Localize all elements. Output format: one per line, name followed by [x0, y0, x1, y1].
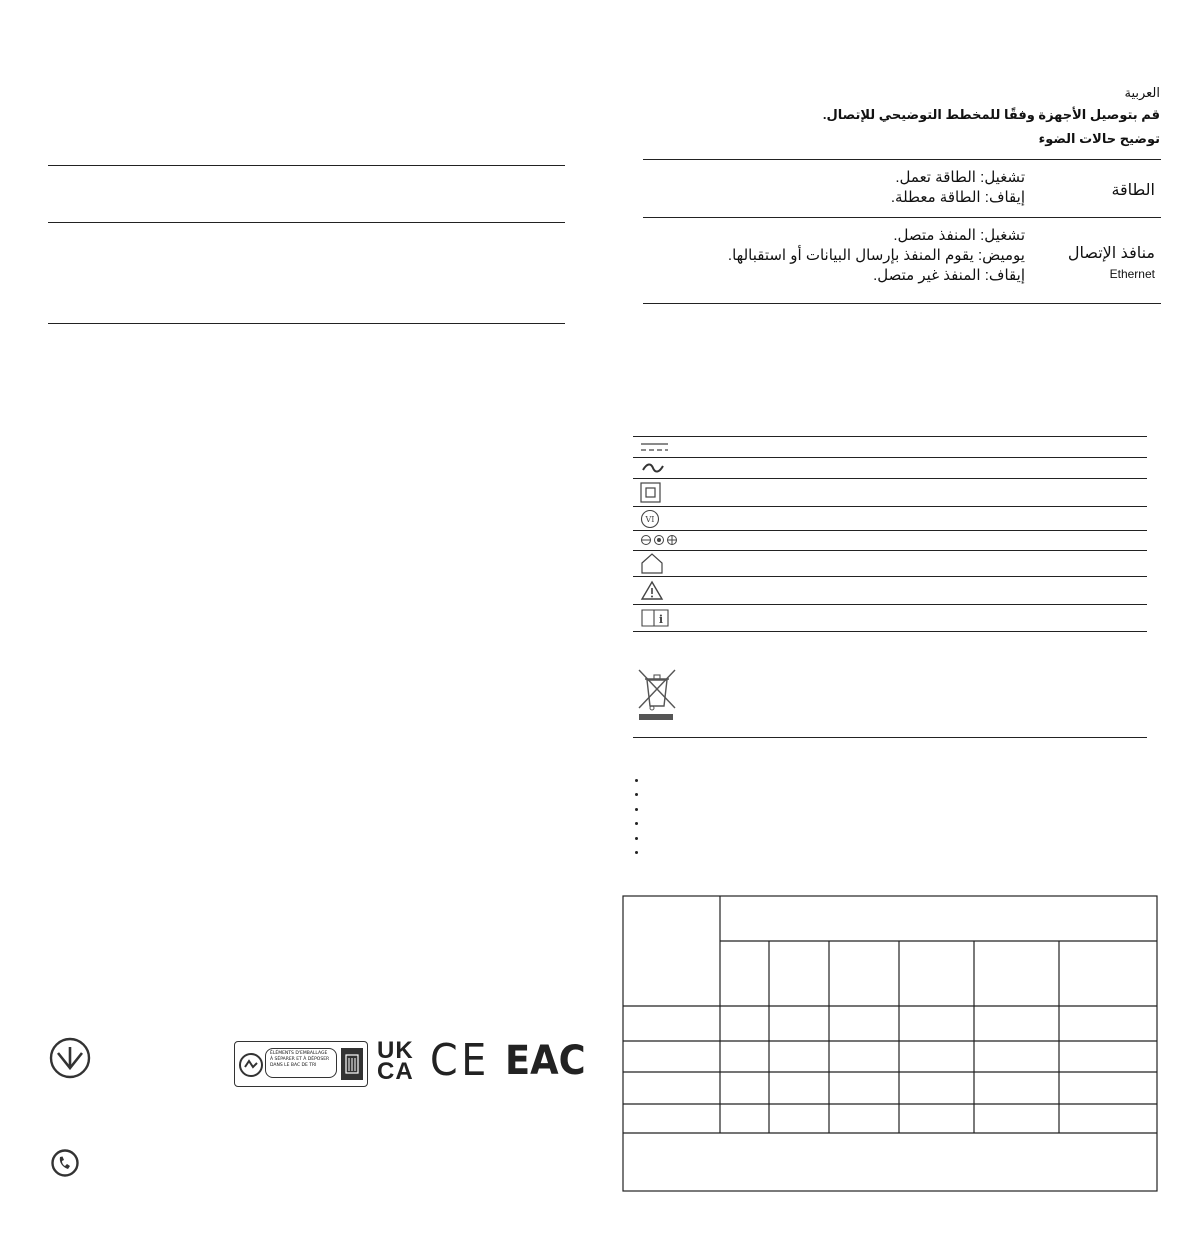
eac-mark: EAC — [505, 1038, 586, 1084]
triman-text-box — [265, 1048, 337, 1078]
led-state-line: تشغيل: المنفذ متصل. — [893, 227, 1025, 244]
symbol-table-rule — [633, 530, 1147, 531]
efficiency-level-vi-icon — [640, 509, 660, 529]
symbol-table-rule — [633, 436, 1147, 437]
triman-mark — [234, 1041, 368, 1087]
led-name-ethernet-label: منافذ الإتصال — [1067, 245, 1155, 262]
symbol-table-rule — [633, 550, 1147, 551]
led-state-line: تشغيل: الطاقة تعمل. — [895, 169, 1025, 186]
ukca-mark — [377, 1037, 414, 1085]
indoor-use-only-icon — [640, 553, 664, 574]
symbol-table-rule — [633, 737, 1147, 738]
crossed-out-wheeled-bin-icon — [637, 668, 677, 724]
language-heading: العربية — [1124, 85, 1160, 100]
ce-mark: CE — [430, 1035, 490, 1086]
led-state-line: إيقاف: المنفذ غير متصل. — [873, 267, 1025, 284]
led-state-line: يوميض: يقوم المنفذ بإرسال البيانات أو استقبالها. — [727, 247, 1025, 264]
triman-line: ÉLÉMENTS D'EMBALLAGE — [270, 1051, 328, 1056]
list-bullet — [635, 793, 638, 796]
dc-voltage-icon — [640, 440, 670, 454]
phone-support-icon — [50, 1148, 80, 1178]
list-bullet — [635, 851, 638, 854]
triman-line: DANS LE BAC DE TRI — [270, 1063, 317, 1068]
left-divider-3 — [48, 323, 565, 324]
ukca-line: UK — [377, 1037, 414, 1064]
led-table-mid-rule — [643, 217, 1161, 218]
led-table-top-rule — [643, 159, 1161, 160]
svg-text:VI: VI — [645, 515, 655, 524]
triman-line: À SÉPARER ET À DÉPOSER — [270, 1057, 330, 1062]
symbol-table-rule — [633, 478, 1147, 479]
left-divider-1 — [48, 165, 565, 166]
polarity-icon — [640, 534, 678, 546]
list-bullet — [635, 822, 638, 825]
list-bullet — [635, 779, 638, 782]
read-manual-icon — [640, 608, 670, 628]
ukrainian-conformity-mark-icon — [49, 1037, 91, 1079]
led-name-power — [1111, 180, 1155, 200]
ukca-line: CA — [377, 1058, 414, 1085]
class-ii-equipment-icon — [640, 482, 662, 504]
led-desc-ethernet — [728, 226, 1025, 286]
led-table-bottom-rule — [643, 303, 1161, 304]
list-bullet — [635, 837, 638, 840]
symbol-table-rule — [633, 604, 1147, 605]
led-explanation-title: توضيح حالات الضوء — [1038, 131, 1160, 146]
led-name-ethernet — [1068, 243, 1155, 281]
list-bullet — [635, 808, 638, 811]
sorting-bin-icon — [340, 1047, 364, 1081]
symbol-table-rule — [633, 457, 1147, 458]
substances-table — [622, 895, 1158, 1192]
led-desc-power — [891, 168, 1025, 208]
ac-voltage-icon — [641, 460, 665, 476]
symbol-table-rule — [633, 631, 1147, 632]
triman-symbol-icon — [238, 1052, 264, 1078]
led-name-ethernet-sub: Ethernet — [1109, 267, 1155, 281]
svg-text:i: i — [658, 613, 664, 626]
connection-instruction: قم بتوصيل الأجهزة وفقًا للمخطط التوضيحي للإتصال. — [822, 107, 1160, 122]
left-divider-2 — [48, 222, 565, 223]
warning-icon — [640, 580, 664, 601]
led-name-power-label: الطاقة — [1111, 182, 1155, 199]
symbol-table-rule — [633, 576, 1147, 577]
led-state-line: إيقاف: الطاقة معطلة. — [890, 189, 1025, 206]
symbol-table-rule — [633, 506, 1147, 507]
